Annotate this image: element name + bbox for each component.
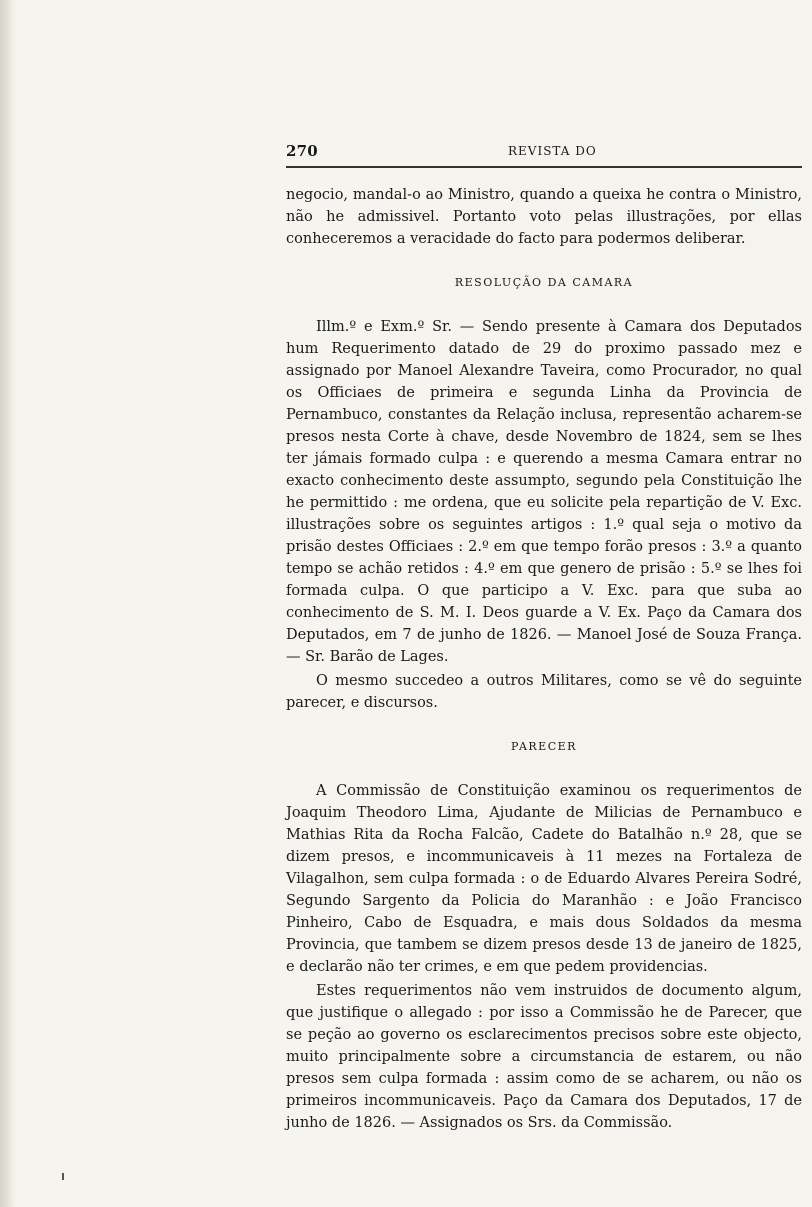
scan-mark xyxy=(62,1173,64,1180)
section-heading-parecer: PARECER xyxy=(511,740,577,753)
page-number: 270 xyxy=(286,142,318,160)
page-edge-shadow xyxy=(0,0,14,1207)
paragraph-continuation: negocio, mandal-o ao Ministro, quando a queixa he contra o Ministro, não he admissivel. Portanto voto pelas illustrações, por ellas conheceremos a veracidade do facto para podermos deliberar. xyxy=(286,187,802,247)
paragraph-parecer-1: A Commissão de Constituição examinou os requerimentos de Joaquim Theodoro Lima, Ajudante de Milicias de Pernambuco e Mathias Rita da Rocha Falcão, Cadete do Batalhão n.º 28, que se dizem presos, e incommunicaveis à 11 mezes na Fortaleza de Vilagalhon, sem culpa formada : o de Eduardo Alvares Pereira Sodré, Segundo Sargento da Policia do Maranhão : e João Francisco Pinheiro, Cabo de Esquadra, e mais dous Soldados da mesma Provincia, que tambem se dizem presos desde 13 de janeiro de 1825, e declarão não ter crimes, e em que pedem providencias. xyxy=(286,783,802,975)
header-rule xyxy=(286,166,802,168)
page-header xyxy=(286,142,802,166)
paragraph-parecer-2: Estes requerimentos não vem instruidos de documento algum, que justifique o allegado : por isso a Commissão he de Parecer, que se peção ao governo os esclarecimentos precisos sobre este objecto, muito principalmente sobre a circumstancia de estarem, ou não presos sem culpa formada : assim como de se acharem, ou não os primeiros incommunicaveis. Paço da Camara dos Deputados, 17 de junho de 1826. — Assignados os Srs. da Commissão. xyxy=(286,983,802,1131)
paragraph-resolucao: Illm.º e Exm.º Sr. — Sendo presente à Camara dos Deputados hum Requerimento datado de 29 do proximo passado mez e assignado por Manoel Alexandre Taveira, como Procurador, no qual os Officiaes de primeira e segunda Linha da Provincia de Pernambuco, constantes da Relação inclusa, representão acharem-se presos nesta Corte à chave, desde Novembro de 1824, sem se lhes ter jámais formado culpa : e querendo a mesma Camara entrar no exacto conhecimento deste assumpto, segundo pela Constituição lhe he permittido : me ordena, que eu solicite pela repartição de V. Exc. illustrações sobre os seguintes artigos : 1.º qual seja o motivo da prisão destes Officiaes : 2.º em que tempo forão presos : 3.º a quanto tempo se achão retidos : 4.º em que genero de prisão : 5.º se lhes foi formada culpa. O que participo a V. Exc. para que suba ao conhecimento de S. M. I. Deos guarde a V. Ex. Paço da Camara dos Deputados, em 7 de junho de 1826. — Manoel José de Souza França. — Sr. Barão de Lages. xyxy=(286,319,802,665)
section-heading-resolucao: RESOLUÇÃO DA CAMARA xyxy=(454,276,634,289)
paragraph-transition: O mesmo succedeo a outros Militares, como se vê do seguinte parecer, e discursos. xyxy=(286,673,802,711)
running-head: REVISTA DO xyxy=(508,144,597,158)
page-body xyxy=(286,184,802,1134)
